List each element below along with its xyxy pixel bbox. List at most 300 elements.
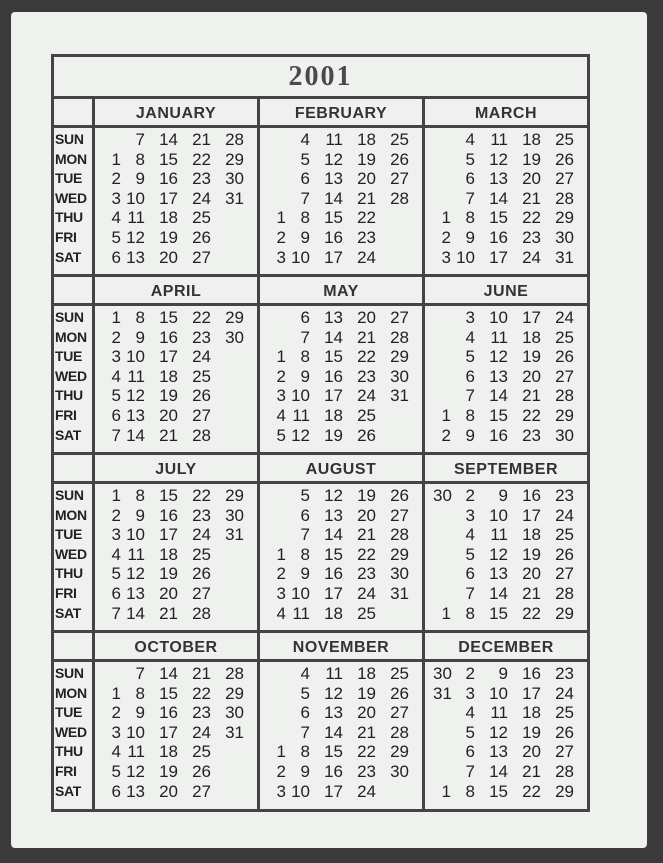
weekday-row xyxy=(425,228,587,248)
day-number xyxy=(376,228,409,248)
day-number xyxy=(268,703,286,723)
day-number: 24 xyxy=(357,386,376,406)
day-number: 8 xyxy=(300,208,310,228)
day-number: 16 xyxy=(159,327,178,347)
day-number: 6 xyxy=(111,247,121,267)
day-number: 25 xyxy=(192,742,211,762)
day-number: 19 xyxy=(522,149,541,169)
day-number: 10 xyxy=(291,247,310,267)
day-number: 2 xyxy=(441,425,451,445)
day-label: SAT xyxy=(55,426,82,443)
day-number: 20 xyxy=(159,247,178,267)
day-number: 17 xyxy=(159,188,178,208)
day-number: 28 xyxy=(390,188,409,208)
day-number: 18 xyxy=(159,742,178,762)
day-number: 6 xyxy=(300,505,310,525)
day-number: 25 xyxy=(555,130,574,149)
day-number: 24 xyxy=(555,683,574,703)
day-number: 28 xyxy=(555,386,574,406)
day-label: SUN xyxy=(55,131,84,147)
day-number: 15 xyxy=(324,544,343,564)
day-number: 14 xyxy=(324,722,343,742)
day-number: 22 xyxy=(192,149,211,169)
month-block xyxy=(425,277,587,455)
day-number: 26 xyxy=(555,722,574,742)
weekday-row xyxy=(425,684,587,704)
day-label: FRI xyxy=(55,228,77,245)
weekday-row xyxy=(260,564,422,584)
day-number: 15 xyxy=(159,308,178,327)
day-number: 16 xyxy=(324,564,343,584)
day-number: 20 xyxy=(357,505,376,525)
day-number xyxy=(433,762,451,782)
day-number: 26 xyxy=(192,761,211,781)
month-name: SEPTEMBER xyxy=(453,461,559,478)
day-number xyxy=(433,130,451,150)
month-days xyxy=(260,128,422,267)
day-number: 23 xyxy=(357,761,376,781)
day-number: 15 xyxy=(489,781,508,801)
day-number: 25 xyxy=(390,130,409,149)
day-number: 15 xyxy=(159,486,178,505)
month-name: MARCH xyxy=(474,105,538,122)
day-number: 18 xyxy=(159,366,178,386)
day-number: 1 xyxy=(111,308,121,327)
day-number: 8 xyxy=(465,405,475,425)
day-number: 30 xyxy=(225,327,244,347)
day-number: 4 xyxy=(465,703,475,723)
day-number: 26 xyxy=(390,486,409,505)
day-number: 30 xyxy=(390,564,409,584)
day-number: 8 xyxy=(135,308,145,327)
day-number: 1 xyxy=(276,208,286,228)
weekday-row xyxy=(425,742,587,762)
day-number: 6 xyxy=(465,366,475,386)
day-number: 24 xyxy=(357,583,376,603)
day-number: 5 xyxy=(465,722,475,742)
day-number: 4 xyxy=(276,405,286,425)
day-number: 15 xyxy=(324,208,343,228)
weekday-row xyxy=(95,169,257,189)
day-number: 1 xyxy=(111,683,121,703)
month-days xyxy=(425,306,587,445)
weekday-row xyxy=(95,782,257,802)
day-number: 29 xyxy=(225,149,244,169)
month-days xyxy=(260,662,422,801)
day-number: 30 xyxy=(390,761,409,781)
day-labels xyxy=(54,130,95,267)
day-number xyxy=(211,584,244,604)
day-number: 26 xyxy=(390,149,409,169)
day-number: 19 xyxy=(159,564,178,584)
day-number: 29 xyxy=(390,347,409,367)
day-number xyxy=(268,150,286,170)
day-number: 27 xyxy=(192,405,211,425)
day-number: 27 xyxy=(192,781,211,801)
day-number: 14 xyxy=(159,664,178,683)
weekday-row xyxy=(95,150,257,170)
day-number: 18 xyxy=(522,703,541,723)
day-number: 23 xyxy=(522,425,541,445)
day-label: SAT xyxy=(55,248,82,265)
day-number: 27 xyxy=(555,366,574,386)
weekday-row xyxy=(260,703,422,723)
day-number xyxy=(268,684,286,704)
day-label: TUE xyxy=(55,348,83,365)
day-number: 9 xyxy=(135,703,145,723)
day-number xyxy=(376,604,409,624)
day-number: 9 xyxy=(135,169,145,189)
day-label: SUN xyxy=(55,665,84,681)
day-number: 5 xyxy=(465,347,475,367)
weekday-row xyxy=(425,486,587,506)
day-number: 13 xyxy=(324,703,343,723)
weekday-row xyxy=(260,347,422,367)
day-number xyxy=(211,762,244,782)
day-number: 20 xyxy=(357,169,376,189)
day-number xyxy=(268,506,286,526)
weekday-row xyxy=(95,564,257,584)
weekday-row xyxy=(260,189,422,209)
day-number: 22 xyxy=(357,347,376,367)
month-name: MAY xyxy=(323,283,359,300)
day-label: THU xyxy=(55,743,83,760)
day-number: 2 xyxy=(276,227,286,247)
day-number: 1 xyxy=(111,149,121,169)
calendar-frame xyxy=(51,54,590,812)
weekday-row xyxy=(260,486,422,506)
day-number: 2 xyxy=(276,564,286,584)
day-number: 22 xyxy=(192,683,211,703)
weekday-row xyxy=(260,150,422,170)
weekday-row xyxy=(95,486,257,506)
day-number: 3 xyxy=(276,247,286,267)
day-number xyxy=(103,664,121,684)
day-number: 24 xyxy=(192,525,211,545)
day-number: 23 xyxy=(192,703,211,723)
day-number xyxy=(433,506,451,526)
month-name: AUGUST xyxy=(305,461,377,478)
day-number: 11 xyxy=(490,327,508,347)
day-number: 28 xyxy=(390,722,409,742)
day-number: 18 xyxy=(357,664,376,683)
day-number: 17 xyxy=(489,247,508,267)
year-title: 2001 xyxy=(288,61,353,92)
day-number: 26 xyxy=(555,544,574,564)
day-number: 20 xyxy=(522,366,541,386)
day-number: 22 xyxy=(357,544,376,564)
weekday-row xyxy=(425,347,587,367)
day-number: 20 xyxy=(522,564,541,584)
day-number: 24 xyxy=(192,722,211,742)
weekday-row xyxy=(425,426,587,446)
day-number: 1 xyxy=(276,544,286,564)
day-number: 22 xyxy=(357,208,376,228)
day-number: 31 xyxy=(225,525,244,545)
day-number: 20 xyxy=(357,703,376,723)
day-number xyxy=(211,406,244,426)
day-number xyxy=(433,525,451,545)
day-number: 12 xyxy=(324,486,343,505)
day-number: 30 xyxy=(225,169,244,189)
day-number: 19 xyxy=(522,722,541,742)
day-number: 21 xyxy=(357,327,376,347)
day-number: 16 xyxy=(159,505,178,525)
quarter-row xyxy=(54,633,587,811)
day-number: 2 xyxy=(111,169,121,189)
day-number: 1 xyxy=(111,486,121,505)
day-number: 7 xyxy=(300,722,310,742)
weekday-row xyxy=(260,169,422,189)
day-number: 5 xyxy=(111,227,121,247)
day-number: 30 xyxy=(433,486,452,505)
day-number: 23 xyxy=(555,664,574,683)
day-number: 22 xyxy=(522,405,541,425)
weekday-row xyxy=(95,762,257,782)
day-number: 29 xyxy=(555,405,574,425)
day-number: 7 xyxy=(465,386,475,406)
day-number: 6 xyxy=(465,169,475,189)
weekday-row xyxy=(95,248,257,268)
weekday-row xyxy=(260,328,422,348)
day-label: MON xyxy=(55,684,87,701)
day-number: 22 xyxy=(192,308,211,327)
weekday-row xyxy=(425,189,587,209)
day-number: 19 xyxy=(357,683,376,703)
weekday-row xyxy=(260,228,422,248)
day-number xyxy=(268,130,286,150)
day-number: 6 xyxy=(465,564,475,584)
day-number xyxy=(211,367,244,387)
day-number: 24 xyxy=(357,247,376,267)
day-number: 13 xyxy=(489,169,508,189)
day-number: 10 xyxy=(291,583,310,603)
day-number: 12 xyxy=(489,347,508,367)
day-number: 18 xyxy=(357,130,376,149)
day-number: 29 xyxy=(225,308,244,327)
day-number: 27 xyxy=(192,247,211,267)
day-number: 23 xyxy=(357,564,376,584)
weekday-row xyxy=(260,782,422,802)
day-number: 13 xyxy=(126,247,145,267)
day-number xyxy=(211,248,244,268)
weekday-row xyxy=(95,386,257,406)
weekday-row xyxy=(425,506,587,526)
day-number: 5 xyxy=(465,544,475,564)
weekday-row xyxy=(95,208,257,228)
day-number: 18 xyxy=(522,327,541,347)
weekday-row xyxy=(425,130,587,150)
day-number: 30 xyxy=(225,703,244,723)
day-number: 24 xyxy=(192,347,211,367)
day-number: 22 xyxy=(357,742,376,762)
day-number: 16 xyxy=(489,227,508,247)
day-number: 6 xyxy=(300,308,310,327)
day-number: 9 xyxy=(135,327,145,347)
weekday-row xyxy=(260,208,422,228)
day-number: 11 xyxy=(127,544,145,564)
weekday-row xyxy=(425,723,587,743)
day-number: 13 xyxy=(126,583,145,603)
day-number: 21 xyxy=(159,425,178,445)
weekday-row xyxy=(260,684,422,704)
weekday-row xyxy=(260,584,422,604)
day-number: 2 xyxy=(276,366,286,386)
day-number: 10 xyxy=(126,347,145,367)
day-number xyxy=(211,782,244,802)
day-number: 1 xyxy=(441,405,451,425)
day-labels xyxy=(54,486,95,623)
day-number: 18 xyxy=(159,544,178,564)
day-number: 20 xyxy=(522,169,541,189)
weekday-row xyxy=(95,328,257,348)
month-days xyxy=(95,306,257,445)
day-number: 19 xyxy=(357,149,376,169)
weekday-row xyxy=(95,703,257,723)
weekday-row xyxy=(260,426,422,446)
day-number: 19 xyxy=(522,347,541,367)
day-number: 8 xyxy=(465,781,475,801)
day-number: 14 xyxy=(324,525,343,545)
day-number: 29 xyxy=(555,603,574,623)
day-number: 23 xyxy=(192,169,211,189)
day-number: 17 xyxy=(522,308,541,327)
weekday-row xyxy=(260,525,422,545)
day-number xyxy=(433,169,451,189)
day-number: 21 xyxy=(522,761,541,781)
day-label: WED xyxy=(55,545,87,562)
day-number: 7 xyxy=(465,583,475,603)
day-number: 11 xyxy=(490,703,508,723)
day-number: 13 xyxy=(324,308,343,327)
day-number: 14 xyxy=(324,188,343,208)
day-number: 2 xyxy=(111,505,121,525)
month-block xyxy=(425,99,587,277)
weekday-row xyxy=(425,604,587,624)
day-number: 8 xyxy=(135,486,145,505)
month-name: JUNE xyxy=(483,283,529,300)
day-label: SUN xyxy=(55,487,84,503)
day-number: 30 xyxy=(555,227,574,247)
day-number: 24 xyxy=(555,308,574,327)
day-number: 7 xyxy=(111,603,121,623)
day-number: 9 xyxy=(498,664,508,683)
day-number: 25 xyxy=(555,703,574,723)
day-number: 12 xyxy=(324,683,343,703)
day-number: 17 xyxy=(159,722,178,742)
day-number: 9 xyxy=(498,486,508,505)
weekday-row xyxy=(95,684,257,704)
day-number: 28 xyxy=(225,130,244,149)
day-number: 9 xyxy=(465,227,475,247)
day-number: 17 xyxy=(159,525,178,545)
day-number: 8 xyxy=(135,149,145,169)
weekday-row xyxy=(425,782,587,802)
day-number: 27 xyxy=(390,703,409,723)
day-number: 29 xyxy=(390,544,409,564)
day-number: 11 xyxy=(292,405,310,425)
day-number: 15 xyxy=(324,742,343,762)
day-number: 6 xyxy=(111,583,121,603)
day-number: 31 xyxy=(390,583,409,603)
weekday-row xyxy=(95,604,257,624)
day-number: 4 xyxy=(465,130,475,149)
day-number: 24 xyxy=(357,781,376,801)
day-number: 27 xyxy=(555,564,574,584)
day-label: FRI xyxy=(55,584,77,601)
day-number: 16 xyxy=(324,366,343,386)
day-number xyxy=(376,208,409,228)
month-days xyxy=(95,128,257,267)
weekday-row xyxy=(95,367,257,387)
day-number: 21 xyxy=(357,188,376,208)
month-name: JANUARY xyxy=(135,105,217,122)
day-number: 5 xyxy=(111,564,121,584)
day-number xyxy=(103,130,121,150)
day-number: 22 xyxy=(522,603,541,623)
day-number: 25 xyxy=(390,664,409,683)
day-number: 3 xyxy=(111,722,121,742)
weekday-row xyxy=(95,584,257,604)
day-number: 30 xyxy=(390,366,409,386)
day-number: 12 xyxy=(324,149,343,169)
day-number: 22 xyxy=(192,486,211,505)
day-number: 19 xyxy=(159,761,178,781)
day-number: 28 xyxy=(192,425,211,445)
day-number: 30 xyxy=(433,664,452,683)
day-number: 13 xyxy=(489,742,508,762)
day-number xyxy=(268,308,286,328)
day-number: 27 xyxy=(555,169,574,189)
weekday-row xyxy=(95,308,257,328)
day-number: 21 xyxy=(357,722,376,742)
month-block xyxy=(95,455,260,633)
day-number: 28 xyxy=(390,327,409,347)
day-number: 24 xyxy=(192,188,211,208)
day-number: 24 xyxy=(522,247,541,267)
weekday-row xyxy=(425,308,587,328)
day-number: 30 xyxy=(555,425,574,445)
calendar-card xyxy=(11,12,647,848)
weekday-row xyxy=(260,604,422,624)
day-number xyxy=(211,545,244,565)
day-number: 27 xyxy=(390,308,409,327)
month-name: OCTOBER xyxy=(134,639,218,656)
day-number: 26 xyxy=(390,683,409,703)
day-number: 12 xyxy=(126,564,145,584)
weekday-row xyxy=(260,545,422,565)
day-number: 7 xyxy=(465,188,475,208)
day-number: 2 xyxy=(111,327,121,347)
weekday-row xyxy=(95,347,257,367)
quarter-row xyxy=(54,277,587,455)
day-number: 15 xyxy=(489,405,508,425)
day-number xyxy=(211,386,244,406)
day-number: 20 xyxy=(159,405,178,425)
day-number: 25 xyxy=(192,208,211,228)
day-number: 29 xyxy=(390,742,409,762)
day-number xyxy=(433,564,451,584)
day-number: 19 xyxy=(522,544,541,564)
day-number: 16 xyxy=(324,761,343,781)
day-label: THU xyxy=(55,387,83,404)
day-number: 15 xyxy=(324,347,343,367)
day-number: 8 xyxy=(135,683,145,703)
day-number: 11 xyxy=(292,603,310,623)
day-number: 8 xyxy=(300,544,310,564)
day-number: 23 xyxy=(192,327,211,347)
weekday-row xyxy=(425,367,587,387)
